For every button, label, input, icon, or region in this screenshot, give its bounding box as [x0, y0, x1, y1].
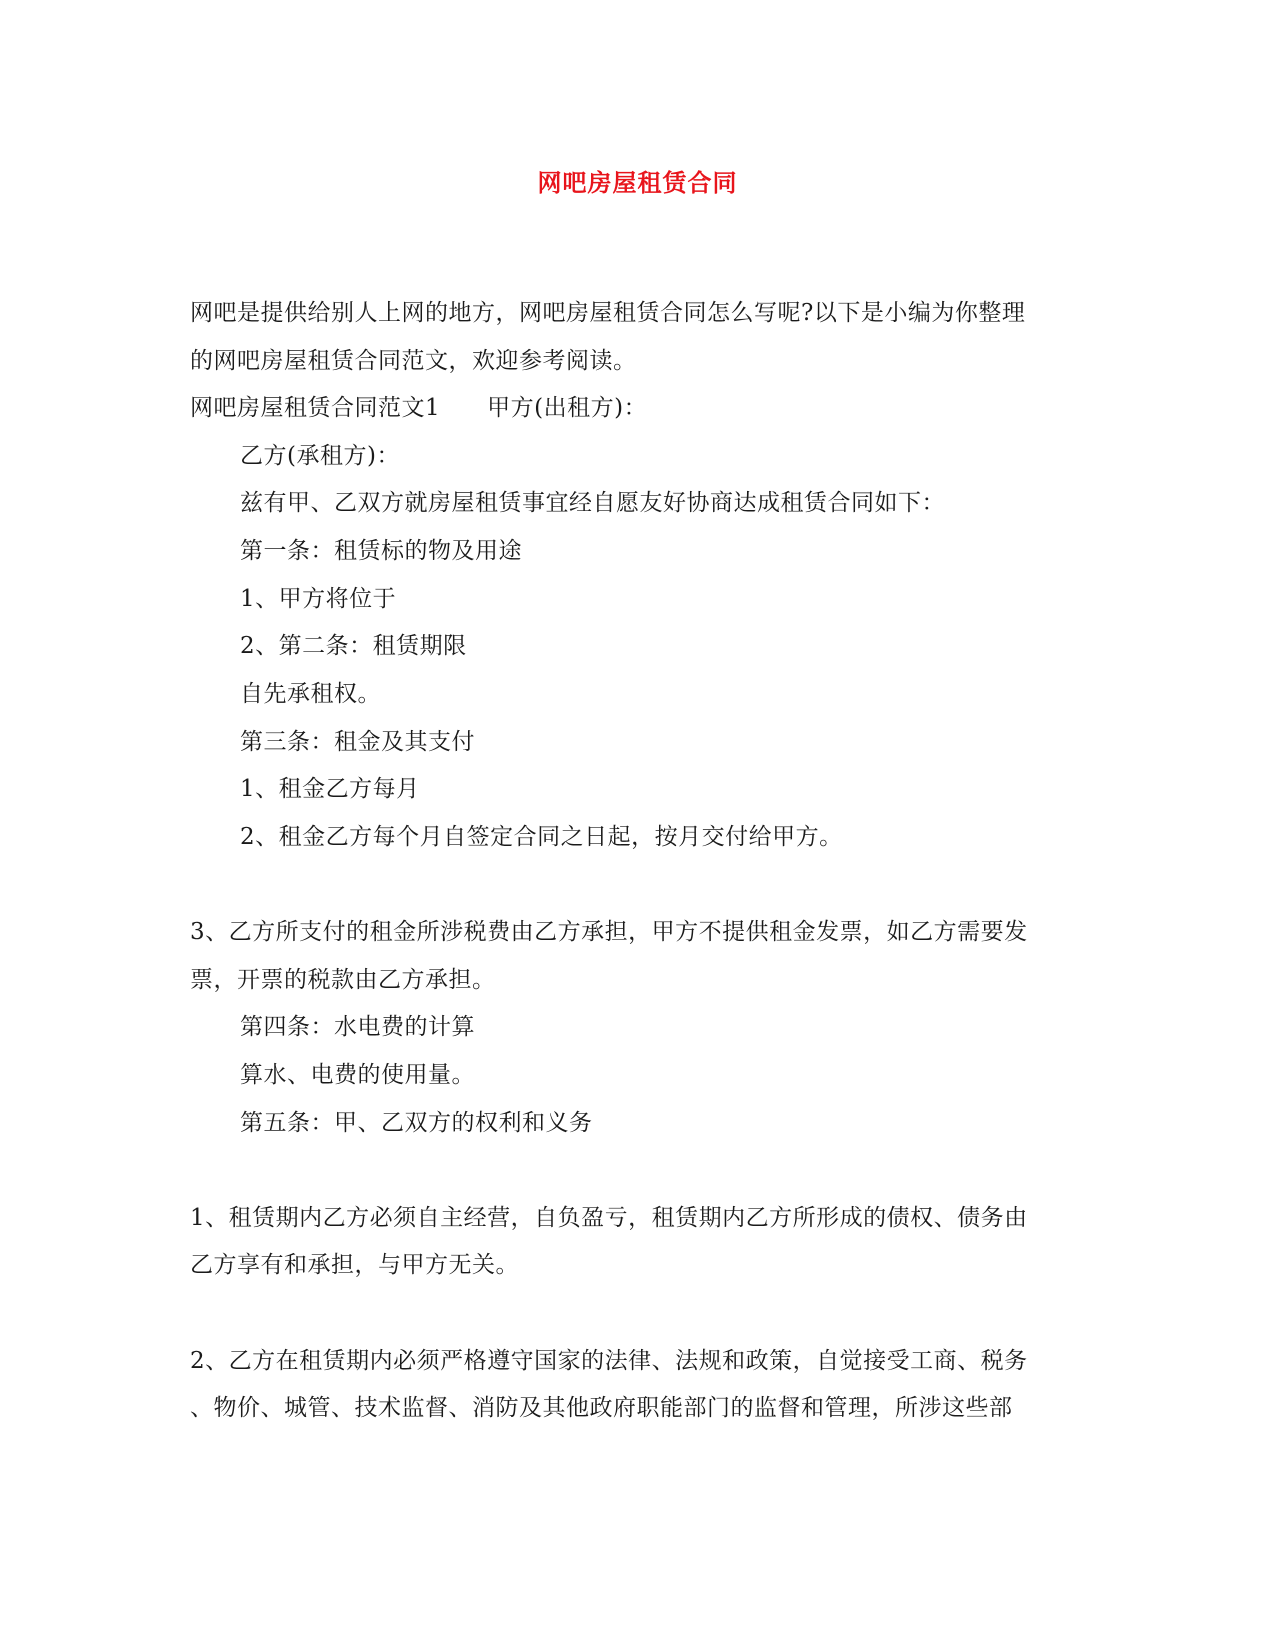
- article-1-item-1: 1、甲方将位于: [240, 586, 397, 612]
- article-3-item-1: 1、租金乙方每月: [240, 776, 420, 802]
- article-2-title: 2、第二条：租赁期限: [240, 633, 467, 659]
- preamble-line: 兹有甲、乙双方就房屋租赁事宜经自愿友好协商达成租赁合同如下：: [240, 490, 945, 516]
- article-5-item-2-line-2: 、物价、城管、技术监督、消防及其他政府职能部门的监督和管理，所涉这些部: [190, 1395, 1013, 1421]
- article-1-title: 第一条：租赁标的物及用途: [240, 538, 522, 564]
- document-title: 网吧房屋租赁合同: [537, 168, 738, 197]
- intro-line-1: 网吧是提供给别人上网的地方，网吧房屋租赁合同怎么写呢?以下是小编为你整理: [190, 300, 1026, 326]
- article-5-item-1-line-1: 1、租赁期内乙方必须自主经营，自负盈亏，租赁期内乙方所形成的债权、债务由: [190, 1205, 1028, 1231]
- article-4-text: 算水、电费的使用量。: [240, 1062, 475, 1088]
- article-3-item-3-line-2: 票，开票的税款由乙方承担。: [190, 967, 496, 993]
- article-3-item-3-line-1: 3、乙方所支付的租金所涉税费由乙方承担，甲方不提供租金发票，如乙方需要发: [190, 919, 1028, 945]
- article-5-item-2-line-1: 2、乙方在租赁期内必须严格遵守国家的法律、法规和政策，自觉接受工商、税务: [190, 1348, 1028, 1374]
- intro-line-2: 的网吧房屋租赁合同范文，欢迎参考阅读。: [190, 348, 637, 374]
- article-4-title: 第四条：水电费的计算: [240, 1014, 475, 1040]
- article-3-title: 第三条：租金及其支付: [240, 729, 475, 755]
- sample-heading: 网吧房屋租赁合同范文1 甲方(出租方)：: [190, 395, 648, 421]
- article-5-title: 第五条：甲、乙双方的权利和义务: [240, 1110, 593, 1136]
- article-2-text: 自先承租权。: [240, 681, 381, 707]
- article-5-item-1-line-2: 乙方享有和承担，与甲方无关。: [190, 1252, 519, 1278]
- article-3-item-2: 2、租金乙方每个月自签定合同之日起，按月交付给甲方。: [240, 824, 843, 850]
- party-b-line: 乙方(承租方)：: [240, 443, 400, 469]
